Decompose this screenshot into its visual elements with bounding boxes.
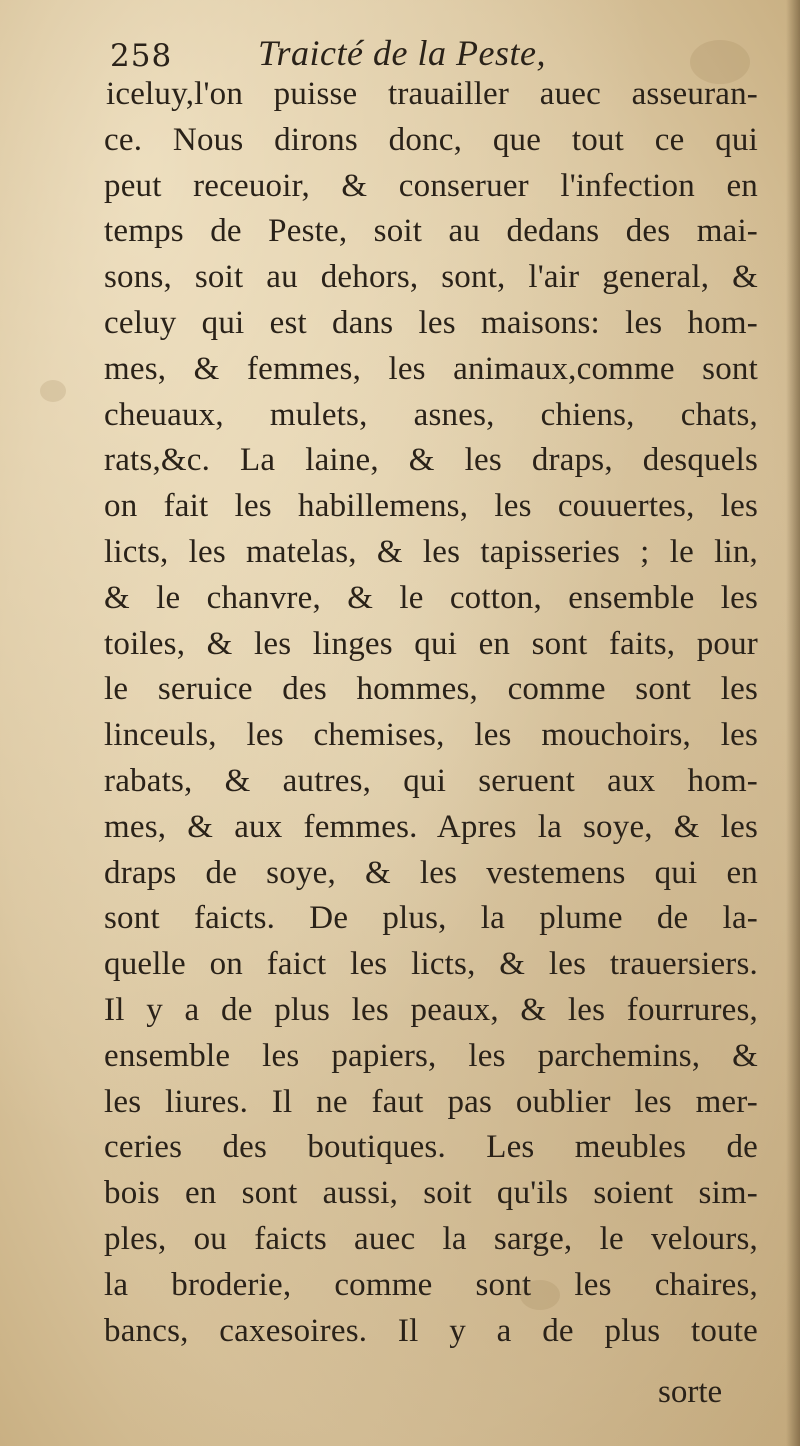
text-line: les liures. Il ne faut pas oublier les mer- <box>104 1083 758 1120</box>
text-line: rabats, & autres, qui seruent aux hom- <box>104 762 758 799</box>
text-line: sons, soit au dehors, sont, l'air general, & <box>104 259 758 296</box>
text-line: on fait les habillemens, les couuertes, les <box>104 488 758 525</box>
catchword: sorte <box>658 1374 723 1410</box>
text-line: ceries des boutiques. Les meubles de <box>104 1129 758 1166</box>
text-line: le seruice des hommes, comme sont les <box>104 671 758 708</box>
text-line: temps de Peste, soit au dedans des mai- <box>104 213 758 250</box>
text-line: mes, & aux femmes. Apres la soye, & les <box>104 808 758 845</box>
text-line: ensemble les papiers, les parchemins, & <box>104 1037 758 1074</box>
text-line: linceuls, les chemises, les mouchoirs, les <box>104 717 758 754</box>
text-line: bancs, caxesoires. Il y a de plus toute <box>104 1312 758 1349</box>
text-line: quelle on faict les licts, & les trauersiers. <box>104 946 758 983</box>
running-title: Traicté de la Peste, <box>258 33 546 73</box>
text-line: Il y a de plus les peaux, & les fourrures, <box>104 991 758 1028</box>
text-line: & le chanvre, & le cotton, ensemble les <box>104 579 758 616</box>
text-line: ce. Nous dirons donc, que tout ce qui <box>104 121 758 158</box>
text-line: licts, les matelas, & les tapisseries ; le lin, <box>104 533 758 570</box>
text-line: draps de soye, & les vestemens qui en <box>104 854 758 891</box>
text-line: celuy qui est dans les maisons: les hom- <box>104 304 758 341</box>
text-line: sont faicts. De plus, la plume de la- <box>104 900 758 937</box>
text-line: ples, ou faicts auec la sarge, le velours, <box>104 1220 758 1257</box>
text-line: toiles, & les linges qui en sont faits, pour <box>104 625 758 662</box>
text-line: la broderie, comme sont les chaires, <box>104 1266 758 1303</box>
text-line: peut receuoir, & conseruer l'infection en <box>104 167 758 204</box>
body-text <box>104 72 758 1354</box>
text-line: cheuaux, mulets, asnes, chiens, chats, <box>104 396 758 433</box>
text-line: mes, & femmes, les animaux,comme sont <box>104 350 758 387</box>
page-number: 258 <box>110 38 173 74</box>
text-line: bois en sont aussi, soit qu'ils soient sim- <box>104 1175 758 1212</box>
paper-stain <box>40 380 66 402</box>
text-line: rats,&c. La laine, & les draps, desquels <box>104 442 758 479</box>
text-line: iceluy,l'on puisse trauailler auec asseuran- <box>106 76 758 112</box>
